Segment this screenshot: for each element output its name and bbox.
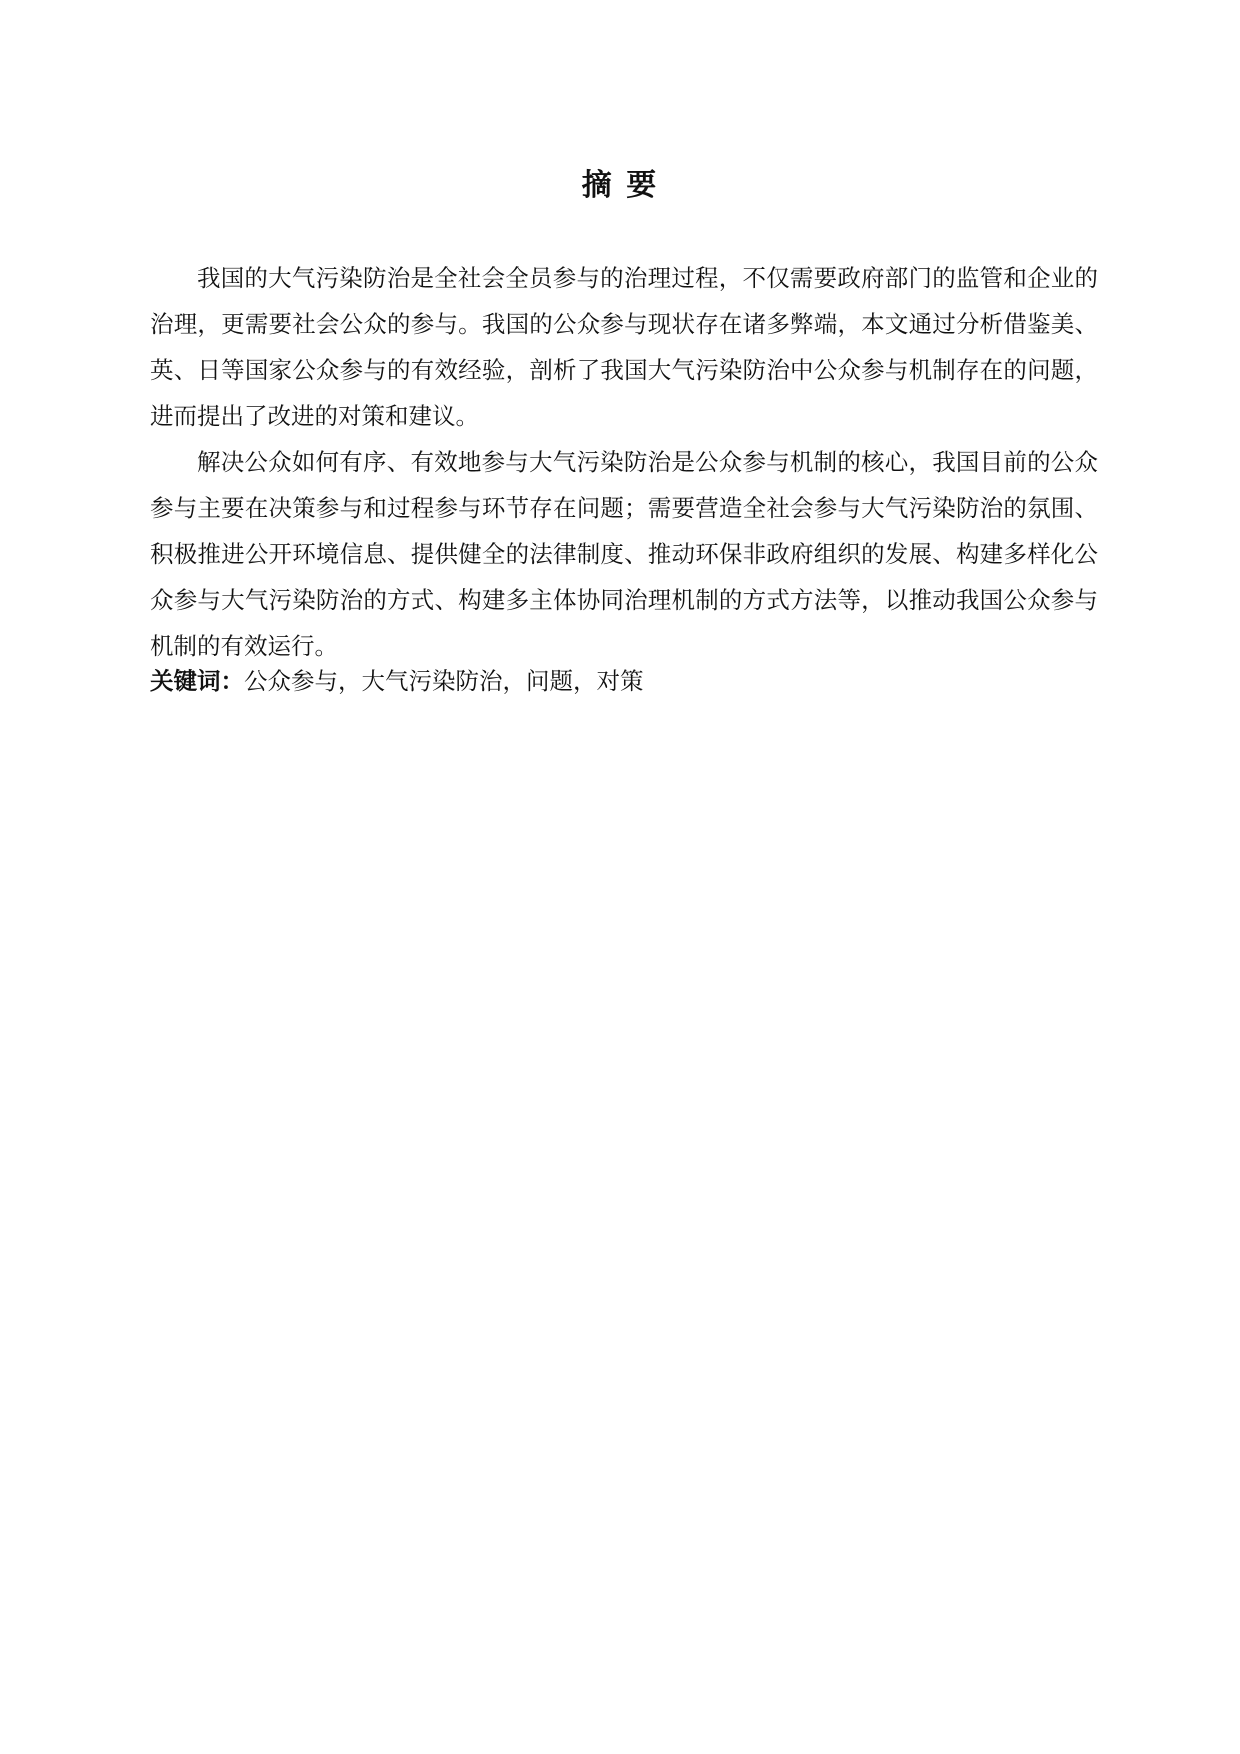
keywords-line [150, 658, 1098, 704]
abstract-paragraph-1: 我国的大气污染防治是全社会全员参与的治理过程，不仅需要政府部门的监管和企业的治理，更需要社会公众的参与。我国的公众参与现状存在诸多弊端，本文通过分析借鉴美、英、日等国家公众参与的有效经验，剖析了我国大气污染防治中公众参与机制存在的问题，进而提出了改进的对策和建议。 [150, 264, 1098, 430]
abstract-title: 摘 要 [581, 168, 659, 203]
abstract-paragraph-2: 解决公众如何有序、有效地参与大气污染防治是公众参与机制的核心，我国目前的公众参与主要在决策参与和过程参与环节存在问题；需要营造全社会参与大气污染防治的氛围、积极推进公开环境信息、提供健全的法律制度、推动环保非政府组织的发展、构建多样化公众参与大气污染防治的方式、构建多主体协同治理机制的方式方法等，以推动我国公众参与机制的有效运行。 [150, 448, 1098, 660]
abstract-body [150, 255, 1098, 669]
keywords-list: 公众参与，大气污染防治，问题，对策 [244, 667, 644, 695]
keywords-label: 关键词： [150, 667, 244, 695]
